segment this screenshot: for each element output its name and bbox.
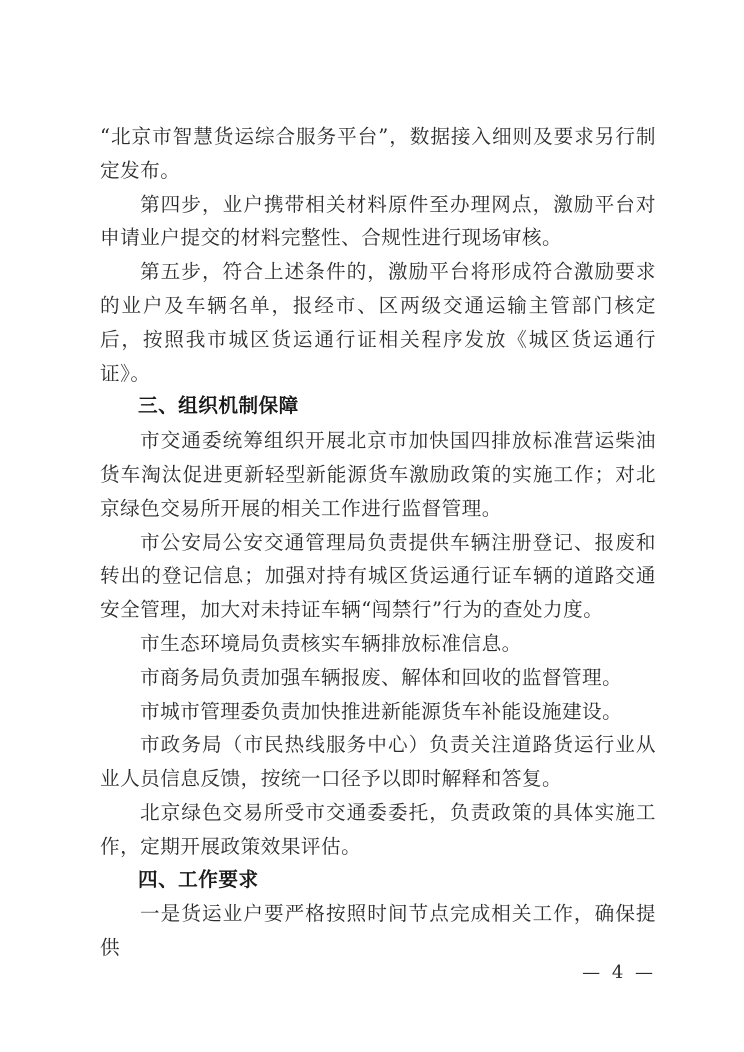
paragraph-green-exchange: 北京绿色交易所受市交通委委托，负责政策的具体实施工作，定期开展政策效果评估。 [100, 800, 656, 858]
paragraph-public-security: 市公安局公安交通管理局负责提供车辆注册登记、报废和转出的登记信息；加强对持有城区货运通行证车辆的道路交通安全管理，加大对未持证车辆“闯禁行”行为的查处力度。 [100, 530, 656, 622]
paragraph-requirement-one: 一是货运业户要严格按照时间节点完成相关工作，确保提供 [100, 902, 656, 960]
paragraph-city-management: 市城市管理委负责加快推进新能源货车补能设施建设。 [140, 699, 623, 723]
paragraph-commerce-bureau: 市商务局负责加强车辆报废、解体和回收的监督管理。 [140, 665, 623, 689]
paragraph-step-four: 第四步，业户携带相关材料原件至办理网点，激励平台对申请业户提交的材料完整性、合规性进行现场审核。 [100, 192, 656, 250]
paragraph-ecology-environment: 市生态环境局负责核实车辆排放标准信息。 [140, 631, 522, 655]
paragraph-government-service: 市政务局（市民热线服务中心）负责关注道路货运行业从业人员信息反馈，按统一口径予以即时解释和答复。 [100, 733, 656, 791]
paragraph-step-five: 第五步，符合上述条件的，激励平台将形成符合激励要求的业户及车辆名单，报经市、区两级交通运输主管部门核定后，按照我市城区货运通行证相关程序发放《城区货运通行证》。 [100, 260, 656, 385]
heading-section-four: 四、工作要求 [138, 868, 259, 891]
page-number: — 4 — [582, 962, 656, 983]
document-text-block [100, 120, 656, 965]
heading-section-three: 三、组织机制保障 [138, 395, 299, 418]
paragraph-platform-data-rules: “北京市智慧货运综合服务平台”，数据接入细则及要求另行制定发布。 [100, 125, 656, 182]
paragraph-transport-commission: 市交通委统筹组织开展北京市加快国四排放标准营运柴油货车淘汰促进更新轻型新能源货车激励政策的实施工作；对北京绿色交易所开展的相关工作进行监督管理。 [100, 429, 656, 520]
